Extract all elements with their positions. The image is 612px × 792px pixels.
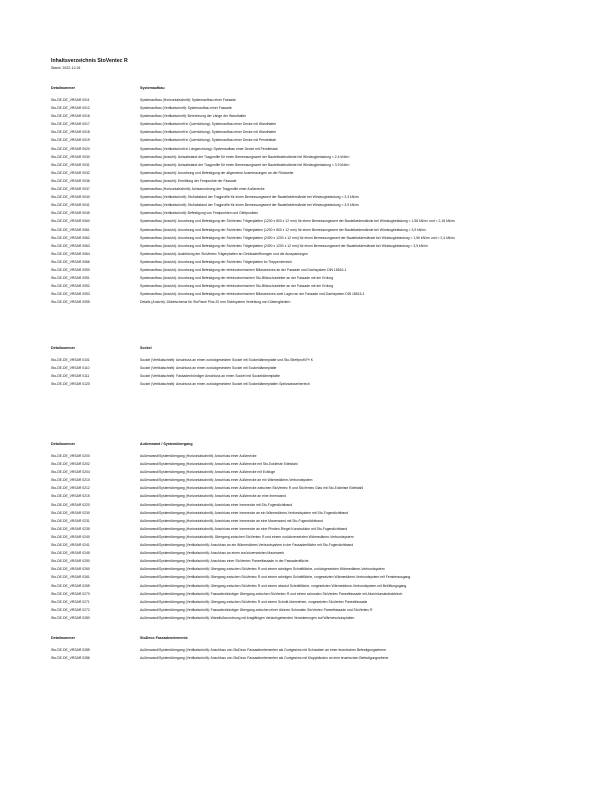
detail-description: Systemaufbau (Vertikalschnitt): Stoßabstand der Tragprofile für einen Bemessungswert der Bauteilwiderstände bei Windsogbelastung < 3,3 kN/m²: [140, 195, 360, 200]
section-systemaufbau: [51, 86, 571, 308]
table-row: [51, 98, 571, 106]
detail-description: Systemaufbau (Ansicht): Anordnung und Befestigung der elektrochemischen Sto-Blitzschutzleiter an der Fassade mit der Erdung: [140, 284, 334, 289]
table-row: [51, 382, 571, 390]
table-row: [51, 535, 571, 543]
detail-number: Sto-DE-DE_VRSAR 0041: [51, 203, 90, 208]
detail-description: Details (Ansicht): Dübelschema für StoPanel Plus 20 mm Sichtsystem Verteilung von Dübengliedern: [140, 300, 291, 305]
detail-number: Sto-DE-DE_VRSAR 0066: [51, 259, 90, 264]
detail-description: Außenwand/Systemübergang (Vertikalschnitt): Wandfußanordnung mit kragfähigen Verlaufsgebenden Verankerungen auf Wärmeschutzplatten: [140, 615, 355, 620]
table-row: [51, 211, 571, 219]
detail-number: Sto-DE-DE_VRSAR 0037: [51, 187, 90, 192]
table-row: [51, 608, 571, 616]
table-row: [51, 114, 571, 122]
section-aussenwand-systemuebergang: [51, 442, 571, 624]
detail-number: Sto-DE-DE_VRSAR 0020: [51, 146, 90, 151]
detail-description: Systemaufbau (Ansicht): Ausbildung der StoVentec Trägerplatten an Gebäudeöffnungen und die Ausspartungen: [140, 251, 308, 256]
detail-description: Systemaufbau (Vertikalschnitt): Befestigung von Festpunkten und Gleitpunkten: [140, 211, 259, 216]
detail-number: Sto-DE-DE_VRSAR 0036: [51, 178, 90, 183]
table-row: [51, 171, 571, 179]
column-header-title: Außenwand / Systemübergang: [140, 442, 193, 446]
detail-description: Außenwand/Systemübergang (Horizontalschnitt): Anschluss einer Innenecke an eine Mauerwand mit Sto-Fugendichtband: [140, 518, 323, 523]
detail-description: Systemaufbau (Ansicht): Anordnung und Befestigung der elektrochemischen Sto-Blitzschutzleiter an der Fassade mit der Erdung: [140, 276, 334, 281]
detail-description: Systemaufbau (Ansicht): Anordnung und Befestigung der allgemeine Ausmessungen an der Rückseite: [140, 170, 294, 175]
detail-description: Außenwand/Systemübergang (Horizontalschnitt): Anschluss einer Außenecke an eine Innenwand: [140, 494, 287, 499]
detail-description: Systemaufbau (Vertikalschnitt in Längsrichtung): Systemaufbau einer Decke mit Pendelstab: [140, 146, 278, 151]
column-header-detailnummer: Detailnummer: [51, 86, 75, 90]
detail-number: Sto-DE-DE_VRSAR 0062: [51, 235, 90, 240]
table-row: [51, 106, 571, 114]
detail-number: Sto-DE-DE_VRSAR 0012: [51, 106, 90, 111]
detail-description: Systemaufbau (Vertikalschnitt in Querrichtung): Systemaufbau einer Decke mit Pendelstab: [140, 138, 276, 143]
detail-description: Systemaufbau (Ansicht): Anordnung und Befestigung der elektrochemischen Blitzschutzes zwei Lagen an der Fassade und Dachsystem DIN 18516-1: [140, 292, 365, 297]
table-row: [51, 138, 571, 146]
table-row: [51, 284, 571, 292]
detail-number: Sto-DE-DE_VRSAR 0045: [51, 211, 90, 216]
table-row: [51, 600, 571, 608]
detail-number: Sto-DE-DE_VRSAR 0272: [51, 607, 90, 612]
detail-number: Sto-DE-DE_VRSAR 0235: [51, 526, 90, 531]
detail-number: Sto-DE-DE_VRSAR 0285: [51, 648, 90, 652]
table-row: [51, 292, 571, 300]
table-row: [51, 366, 571, 374]
table-row: [51, 130, 571, 138]
detail-description: Außenwand/Systemübergang (Horizontalschnitt): Anschluss einer Außenecke mit Sto-Eckleiste Edelstahl: [140, 462, 298, 467]
detail-number: Sto-DE-DE_VRSAR 0202: [51, 462, 90, 467]
detail-description: Systemaufbau (Ansicht): Anordnung und Befestigung der StoVentec Trägerplatten (1200 x 800 x 12 mm) für einen Bemessungswert der Bauteilwiderstände bei Windsogbelastung < 3,9 kN/m²: [140, 227, 427, 232]
detail-description: Außenwand/Systemübergang (Horizontalschnitt): Anschluss einer Innenecke an eine Pfosten-Riegel Konstruktion mit Sto-Fugendichtband: [140, 526, 348, 531]
table-row: [51, 203, 571, 211]
detail-number: Sto-DE-DE_VRSAR 0092: [51, 284, 90, 289]
table-row: [51, 462, 571, 470]
detail-description: Außenwand/Systemübergang (Vertikalschnitt): Übergang zwischen StoVentec R und einem absolut Schnittfläche, vorgesetzten Wärmedämm-Verbundsystem mit Belüftungsgang: [140, 583, 407, 588]
detail-description: Systemaufbau (Horizontalschnitt): Systemaufbau einer Fassade: [140, 98, 236, 102]
detail-description: Außenwand/Systemübergang (Horizontalschnitt): Anschluss einer Außenecke zwischen StoVentec R und StoVentec Glas mit Sto-Eckleiste Edelstahl: [140, 486, 364, 491]
detail-description: Systemaufbau (Ansicht): Anordnung und Befestigung der StoVentec Trägerplatten im Treppenbereich: [140, 259, 292, 264]
detail-description: Außenwand/Systemübergang (Vertikalschnitt): Anschluss an ein Wärmedämm-Verbundsystem in der Fassadenfläche mit Sto-Fugendichtband: [140, 543, 354, 548]
table-row: [51, 592, 571, 600]
table-row: [51, 511, 571, 519]
detail-number: Sto-DE-DE_VRSAR 0280: [51, 615, 90, 620]
detail-number: Sto-DE-DE_VRSAR 0019: [51, 138, 90, 143]
detail-number: Sto-DE-DE_VRSAR 0200: [51, 454, 90, 458]
detail-number: Sto-DE-DE_VRSAR 0017: [51, 122, 90, 127]
detail-description: Systemaufbau (Ansicht): Anordnung und Befestigung der StoVentec Trägerplatten (2400 x 1200 x 12 mm) für einen Bemessungswert der Bauteilwiderstände bei Windsogbelastung < 1,56 kN/m² und < 2,4 kN/m²: [140, 235, 456, 240]
section-header: [51, 86, 571, 98]
detail-number: Sto-DE-DE_VRSAR 0111: [51, 374, 90, 379]
detail-number: Sto-DE-DE_VRSAR 0210: [51, 478, 90, 483]
table-row: [51, 486, 571, 494]
table-row: [51, 163, 571, 171]
table-row: [51, 187, 571, 195]
detail-number: Sto-DE-DE_VRSAR 0260: [51, 567, 90, 572]
table-row: [51, 155, 571, 163]
table-row: [51, 147, 571, 155]
table-row: [51, 268, 571, 276]
detail-number: Sto-DE-DE_VRSAR 0120: [51, 382, 90, 387]
detail-number: Sto-DE-DE_VRSAR 0090: [51, 267, 90, 272]
table-row: [51, 276, 571, 284]
detail-description: Außenwand/Systemübergang (Vertikalschnitt): Anschluss an einen zurückversetzten Mauerwerk: [140, 551, 285, 556]
detail-description: Systemaufbau (Vertikalschnitt): Stoßabstand der Tragprofile für einen Bemessungswert der Bauteilwiderstände bei Windsogbelastung < 3,9 kN/m²: [140, 203, 360, 208]
detail-description: Außenwand/Systemübergang (Vertikalschnitt): Fassadenbündiger Übergang zwischen StoVentec R und einem schmalen StoVentec Paneelfassade mit Aluminiumabdeckblech: [140, 591, 403, 596]
detail-description: Außenwand/Systemübergang (Vertikalschnitt): Anschluss von StoDeco Fassadenelementen als Gurtgesims mit Klappbänden an eine teuerischen Befestigungsebene: [140, 656, 389, 661]
table-row: [51, 527, 571, 535]
table-row: [51, 478, 571, 486]
detail-description: Systemaufbau (Ansicht): Anordnung und Befestigung der StoVentec Trägerplatten (2400 x 1200 x 12 mm) für einen Bemessungswert der Bauteilwiderstände bei Windsogbelastung < 3,9 kN/m²: [140, 243, 429, 248]
detail-number: Sto-DE-DE_VRSAR 0212: [51, 486, 90, 491]
detail-number: Sto-DE-DE_VRSAR 0230: [51, 510, 90, 515]
detail-description: Außenwand/Systemübergang (Horizontalschnitt): Anschluss einer Außenecke mit Eckfuge: [140, 470, 276, 475]
table-row: [51, 567, 571, 575]
table-row: [51, 519, 571, 527]
table-row: [51, 584, 571, 592]
table-row: [51, 260, 571, 268]
detail-number: Sto-DE-DE_VRSAR 0286: [51, 656, 90, 661]
detail-number: Sto-DE-DE_VRSAR 0061: [51, 227, 90, 232]
detail-description: Außenwand/Systemübergang (Vertikalschnitt): Übergang zwischen StoVentec R und einem schrägen Schnittfläche, zurückgesetzten Wärmedämm-Verbundsystem: [140, 567, 385, 572]
document-date: Stand: 2022-12-01: [51, 66, 81, 70]
table-row: [51, 470, 571, 478]
detail-description: Außenwand/Systemübergang (Vertikalschnitt): Anschluss einer StoVentec Paneelfassade in der Fassadenfläche: [140, 559, 309, 564]
detail-number: Sto-DE-DE_VRSAR 0265: [51, 583, 90, 588]
table-row: [51, 503, 571, 511]
detail-description: Außenwand/Systemübergang (Vertikalschnitt): Übergang zwischen StoVentec R und einem Schnitt überstehen, vorgesetzten StoVentec Paneelfassade: [140, 599, 368, 604]
detail-number: Sto-DE-DE_VRSAR 0215: [51, 494, 90, 499]
table-row: [51, 244, 571, 252]
table-row: [51, 648, 571, 656]
detail-description: Außenwand/Systemübergang (Horizontalschnitt): Anschluss einer Innenecke an ein Wärmedämm-Verbundsystem mit Sto-Fugendichtband: [140, 510, 349, 515]
table-row: [51, 656, 571, 664]
detail-number: Sto-DE-DE_VRSAR 0040: [51, 195, 90, 200]
detail-number: Sto-DE-DE_VRSAR 0030: [51, 154, 90, 159]
table-row: [51, 543, 571, 551]
detail-number: Sto-DE-DE_VRSAR 0032: [51, 170, 90, 175]
detail-number: Sto-DE-DE_VRSAR 0110: [51, 366, 90, 371]
detail-description: Sockel (Vertikalschnitt): Fassadenbündiger Anschluss an einen Sockel mit Sockeldämmplatte: [140, 374, 280, 379]
detail-number: Sto-DE-DE_VRSAR 0241: [51, 543, 90, 548]
column-header-detailnummer: Detailnummer: [51, 636, 75, 640]
detail-description: Außenwand/Systemübergang (Horizontalschnitt): Anschluss einer Innenecke mit Sto-Fugendichtband: [140, 502, 293, 507]
table-row: [51, 454, 571, 462]
table-row: [51, 195, 571, 203]
detail-number: Sto-DE-DE_VRSAR 0220: [51, 502, 90, 507]
detail-description: Systemaufbau (Ansicht): Achsabstand der Tragprofile für einen Bemessungswert der Bauteilwiderstände bei Windsogbelastung < 3,9 kN/m²: [140, 162, 350, 167]
table-row: [51, 236, 571, 244]
table-row: [51, 575, 571, 583]
detail-description: Systemaufbau (Horizontalschnitt): Achsanordnung der Tragprofile einer Außenecke: [140, 187, 265, 192]
section-header: [51, 442, 571, 454]
detail-number: Sto-DE-DE_VRSAR 0064: [51, 251, 90, 256]
table-row: [51, 300, 571, 308]
table-row: [51, 559, 571, 567]
column-header-detailnummer: Detailnummer: [51, 442, 75, 446]
detail-number: Sto-DE-DE_VRSAR 0204: [51, 470, 90, 475]
detail-description: Systemaufbau (Vertikalschnitt in Querrichtung): Systemaufbau einer Decke mit Wandhalter: [140, 130, 277, 135]
detail-number: Sto-DE-DE_VRSAR 0101: [51, 358, 90, 362]
detail-description: Außenwand/Systemübergang (Vertikalschnitt): Anschluss von StoDeco Fassadenelementen als Gurtgesims mit Schrauben an einer teuerischen Befestigungsebene: [140, 648, 386, 652]
detail-number: Sto-DE-DE_VRSAR 0095: [51, 300, 90, 305]
detail-number: Sto-DE-DE_VRSAR 0018: [51, 130, 90, 135]
detail-number: Sto-DE-DE_VRSAR 0016: [51, 114, 90, 119]
table-row: [51, 616, 571, 624]
detail-number: Sto-DE-DE_VRSAR 0250: [51, 559, 90, 564]
detail-description: Systemaufbau (Vertikalschnitt in Querrichtung): Systemaufbau einer Decke mit Wandhalter: [140, 122, 277, 127]
detail-number: Sto-DE-DE_VRSAR 0091: [51, 276, 90, 281]
column-header-title: StoDeco Fassadenelemente: [140, 636, 188, 640]
detail-description: Sockel (Vertikalschnitt): Anschluss an einen zurückgesetzten Sockel mit Sockeldämmplatte und Sto-Streifprofil Pr K: [140, 358, 314, 362]
detail-description: Außenwand/Systemübergang (Horizontalschnitt): Anschluss einer Außenecke: [140, 454, 257, 458]
table-row: [51, 252, 571, 260]
section-stodeco-fassadenelemente: [51, 636, 571, 664]
detail-number: Sto-DE-DE_VRSAR 0011: [51, 98, 90, 102]
table-row: [51, 358, 571, 366]
detail-number: Sto-DE-DE_VRSAR 0271: [51, 599, 90, 604]
detail-number: Sto-DE-DE_VRSAR 0093: [51, 292, 90, 297]
detail-description: Außenwand/Systemübergang (Vertikalschnitt): Übergang zwischen StoVentec R und einem schrägen Schnittfläche, vorgesetzten Wärmedämm-Verbundsystem mit Fensterausgang: [140, 575, 411, 580]
detail-description: Außenwand/Systemübergang (Horizontalschnitt): Anschluss einer Außenecke an ein Wärmedämm-Verbundsystem: [140, 478, 313, 483]
detail-description: Sockel (Vertikalschnitt): Anschluss an einen zurückgesetzten Sockel mit Sockeldämmplatte: [140, 366, 277, 371]
detail-number: Sto-DE-DE_VRSAR 0261: [51, 575, 90, 580]
detail-description: Systemaufbau (Vertikalschnitt): Berechnung der Länge der Wandhalter: [140, 114, 247, 119]
section-header: [51, 636, 571, 648]
document-title: Inhaltsverzeichnis StoVentec R: [51, 58, 128, 64]
detail-number: Sto-DE-DE_VRSAR 0063: [51, 243, 90, 248]
column-header-detailnummer: Detailnummer: [51, 346, 75, 350]
detail-description: Außenwand/Systemübergang (Horizontalschnitt): Übergang zwischen StoVentec R und einem zurückversetzten Wärmedämm-Verbundsystem: [140, 534, 354, 539]
detail-number: Sto-DE-DE_VRSAR 0031: [51, 162, 90, 167]
table-row: [51, 494, 571, 502]
table-row: [51, 122, 571, 130]
column-header-title: Systemaufbau: [140, 86, 165, 90]
detail-number: Sto-DE-DE_VRSAR 0231: [51, 518, 90, 523]
section-sockel: [51, 346, 571, 390]
table-row: [51, 228, 571, 236]
table-row: [51, 551, 571, 559]
detail-description: Sockel (Vertikalschnitt): Anschluss an einen zurückgesetzten Sockel mit Sockeldämmplatten Spritzwasserbereich: [140, 382, 310, 387]
detail-description: Systemaufbau (Ansicht): Achsabstand der Tragprofile für einen Bemessungswert der Bauteilwiderstände bei Windsogbelastung < 2,4 kN/m²: [140, 154, 350, 159]
detail-description: Systemaufbau (Ansicht): Ermittlung der Festpunkte der Fassade: [140, 178, 237, 183]
detail-number: Sto-DE-DE_VRSAR 0060: [51, 219, 90, 224]
detail-number: Sto-DE-DE_VRSAR 0245: [51, 551, 90, 556]
detail-description: Systemaufbau (Ansicht): Anordnung und Befestigung der elektrochemischen Blitzschutzes an der Fassade und Dachsystem DIN 18516-1: [140, 267, 347, 272]
detail-description: Außenwand/Systemübergang (Vertikalschnitt): Fassadenbündiger Übergang zwischen einer dünnen Schmalen StoVentec Paneelfassade und StoVentec R: [140, 607, 373, 612]
section-header: [51, 346, 571, 358]
table-row: [51, 179, 571, 187]
column-header-title: Sockel: [140, 346, 152, 350]
table-row: [51, 374, 571, 382]
detail-number: Sto-DE-DE_VRSAR 0240: [51, 534, 90, 539]
table-row: [51, 219, 571, 227]
detail-number: Sto-DE-DE_VRSAR 0270: [51, 591, 90, 596]
detail-description: Systemaufbau (Ansicht): Anordnung und Befestigung der StoVentec Trägerplatten (1200 x 800 x 12 mm) für einen Bemessungswert der Bauteilwiderstände bei Windsogbelastung < 1,56 kN/m² und < 2,16 kN/m²: [140, 219, 456, 224]
detail-description: Systemaufbau (Vertikalschnitt): Systemaufbau einer Fassade: [140, 106, 232, 111]
